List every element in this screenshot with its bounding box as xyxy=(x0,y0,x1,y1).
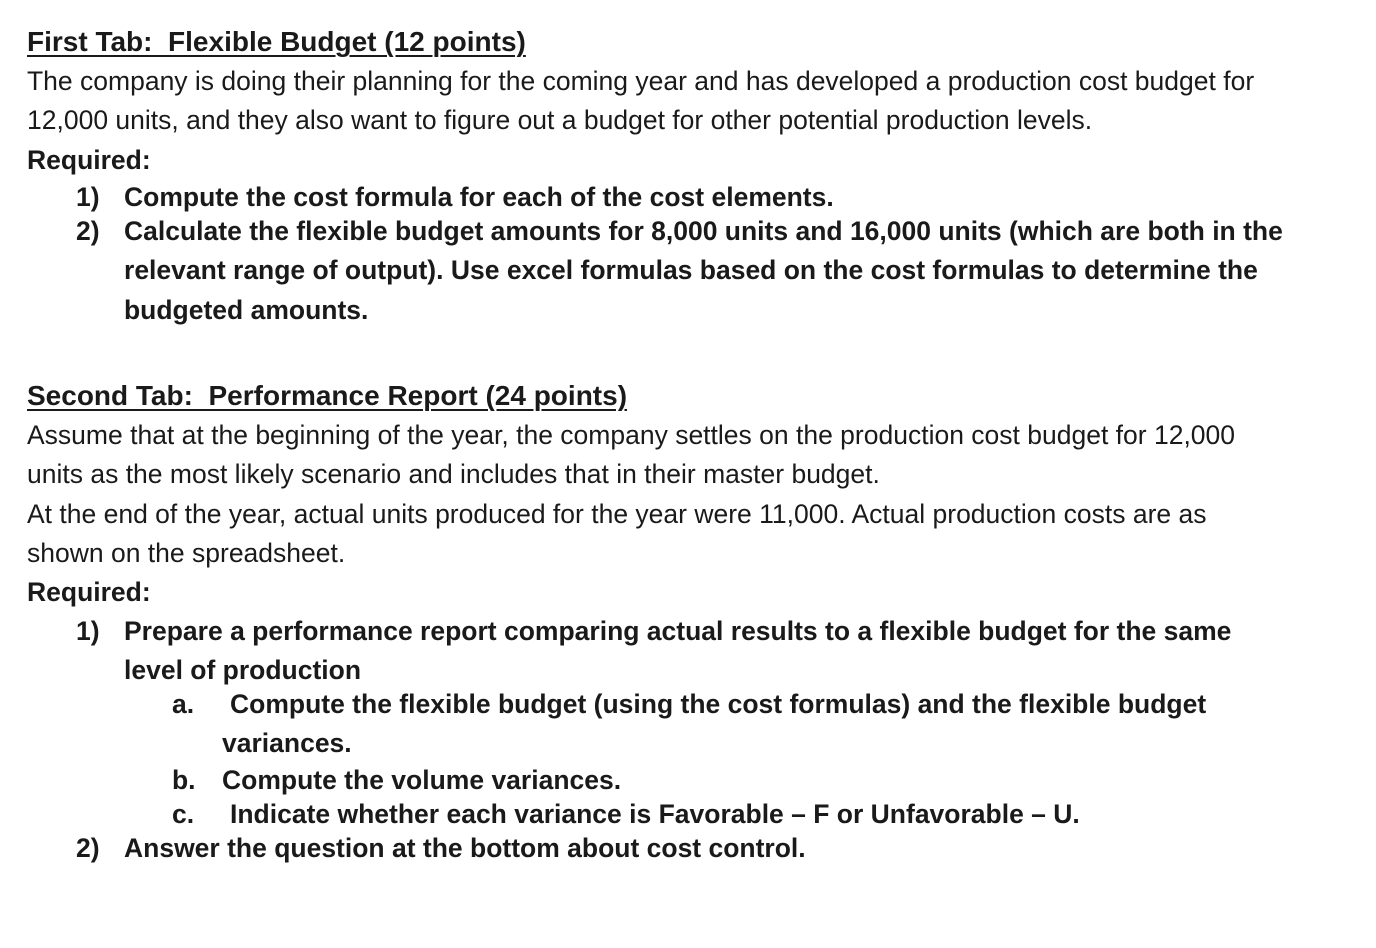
list-text: Prepare a performance report comparing actual results to a flexible budget for the same level of production xyxy=(124,616,1232,686)
sub-list-text xyxy=(222,685,1242,763)
sub-list-text-content: Compute the flexible budget (using the cost formulas) and the flexible budget variances. xyxy=(222,689,1207,759)
document xyxy=(27,22,1357,865)
sub-list-letter: c. xyxy=(172,799,195,830)
list-text: Compute the cost formula for each of the cost elements. xyxy=(124,181,834,212)
section-heading-performance-report: Second Tab: Performance Report (24 points) xyxy=(27,380,628,412)
list-number: 1) xyxy=(76,181,100,212)
list-text: Answer the question at the bottom about cost control. xyxy=(124,833,806,864)
required-label-1: Required: xyxy=(27,144,151,175)
list-number: 2) xyxy=(76,215,100,246)
sub-list-item xyxy=(27,763,1357,797)
sub-list-item xyxy=(27,797,1357,831)
flexible-budget-intro: The company is doing their planning for the coming year and has developed a production cost budget for 12,000 units, and they also want to figure out a budget for other potential production levels. xyxy=(27,66,1255,136)
section-gap xyxy=(27,330,1357,376)
list-item xyxy=(27,180,1357,214)
list-number: 2) xyxy=(76,833,100,864)
sub-list-letter: b. xyxy=(172,765,196,796)
sub-list-text-content: Indicate whether each variance is Favorable – F or Unfavorable – U. xyxy=(230,799,1080,830)
sub-list-text xyxy=(230,797,1357,831)
performance-report-actuals: At the end of the year, actual units produced for the year were 11,000. Actual production costs are as shown on the spreadsheet. xyxy=(27,498,1207,568)
required-label-2: Required: xyxy=(27,577,151,608)
section-heading-flexible-budget: First Tab: Flexible Budget (12 points) xyxy=(27,26,526,57)
sub-list-letter: a. xyxy=(172,689,195,720)
list-item xyxy=(27,212,1357,331)
list-text: Calculate the flexible budget amounts for 8,000 units and 16,000 units (which are both in the relevant range of output). Use excel formulas based on the cost formulas to determine the budgeted amounts. xyxy=(124,215,1283,325)
sub-list-item xyxy=(27,685,1357,763)
list-item xyxy=(27,831,1357,865)
list-number: 1) xyxy=(76,616,100,647)
sub-list-text: Compute the volume variances. xyxy=(222,765,622,796)
performance-report-intro: Assume that at the beginning of the year, the company settles on the production cost budget for 12,000 units as the most likely scenario and includes that in their master budget. xyxy=(27,420,1236,490)
list-item xyxy=(27,612,1357,690)
